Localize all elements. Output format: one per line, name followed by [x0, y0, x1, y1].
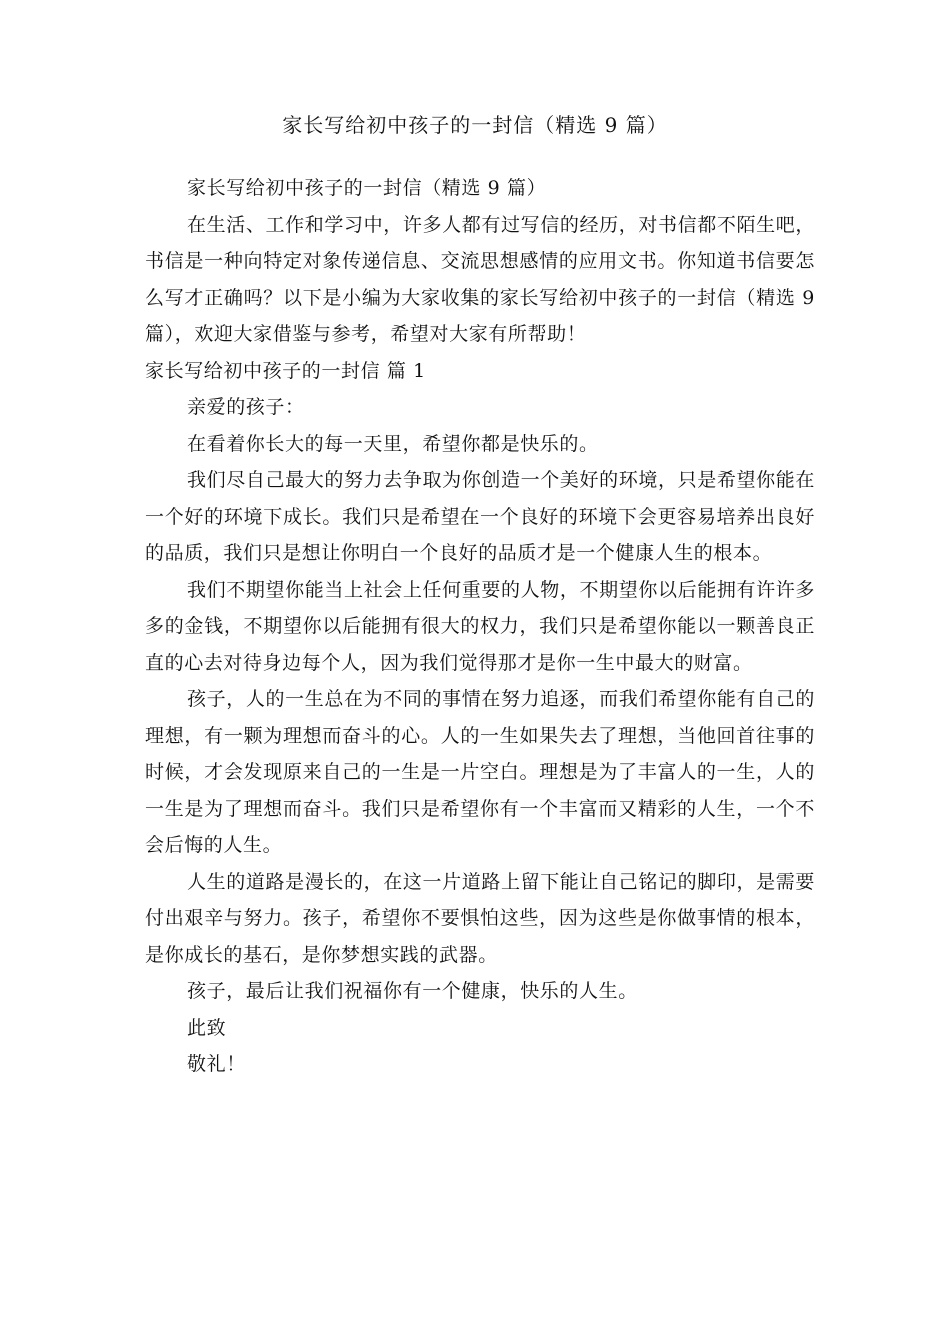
body-paragraph: 我们尽自己最大的努力去争取为你创造一个美好的环境，只是希望你能在一个好的环境下成长。我们只是希望在一个良好的环境下会更容易培养出良好的品质，我们只是想让你明白一个良好的品质才是一个健康人生的根本。 — [145, 469, 815, 564]
salutation: 亲爱的孩子： — [187, 396, 305, 418]
body-paragraph: 孩子，人的一生总在为不同的事情在努力追逐，而我们希望你能有自己的理想，有一颗为理想而奋斗的心。人的一生如果失去了理想，当他回首往事的时候，才会发现原来自己的一生是一片空白。理想是为了丰富人的一生，人的一生是为了理想而奋斗。我们只是希望你有一个丰富而又精彩的人生，一个不会后悔的人生。 — [145, 688, 815, 856]
document-subtitle: 家长写给初中孩子的一封信（精选 9 篇） — [187, 177, 547, 199]
closing-salute: 敬礼！ — [187, 1053, 246, 1075]
document-body — [145, 170, 815, 1083]
body-paragraph: 孩子，最后让我们祝福你有一个健康，快乐的人生。 — [187, 980, 638, 1002]
section-heading: 家长写给初中孩子的一封信 篇 1 — [145, 359, 426, 382]
closing-line: 此致 — [187, 1016, 227, 1039]
body-paragraph: 在看着你长大的每一天里，希望你都是快乐的。 — [187, 432, 599, 455]
intro-paragraph: 在生活、工作和学习中，许多人都有过写信的经历，对书信都不陌生吧，书信是一种向特定对象传递信息、交流思想感情的应用文书。你知道书信要怎么写才正确吗？以下是小编为大家收集的家长写给初中孩子的一封信（精选 9 篇），欢迎大家借鉴与参考，希望对大家有所帮助！ — [145, 213, 815, 345]
document-title: 家长写给初中孩子的一封信（精选 9 篇） — [282, 113, 668, 137]
body-paragraph: 我们不期望你能当上社会上任何重要的人物，不期望你以后能拥有许许多多的金钱，不期望你以后能拥有很大的权力，我们只是希望你能以一颗善良正直的心去对待身边每个人，因为我们觉得那才是你一生中最大的财富。 — [145, 578, 815, 674]
body-paragraph: 人生的道路是漫长的，在这一片道路上留下能让自己铭记的脚印，是需要付出艰辛与努力。孩子，希望你不要惧怕这些，因为这些是你做事情的根本，是你成长的基石，是你梦想实践的武器。 — [145, 870, 815, 966]
